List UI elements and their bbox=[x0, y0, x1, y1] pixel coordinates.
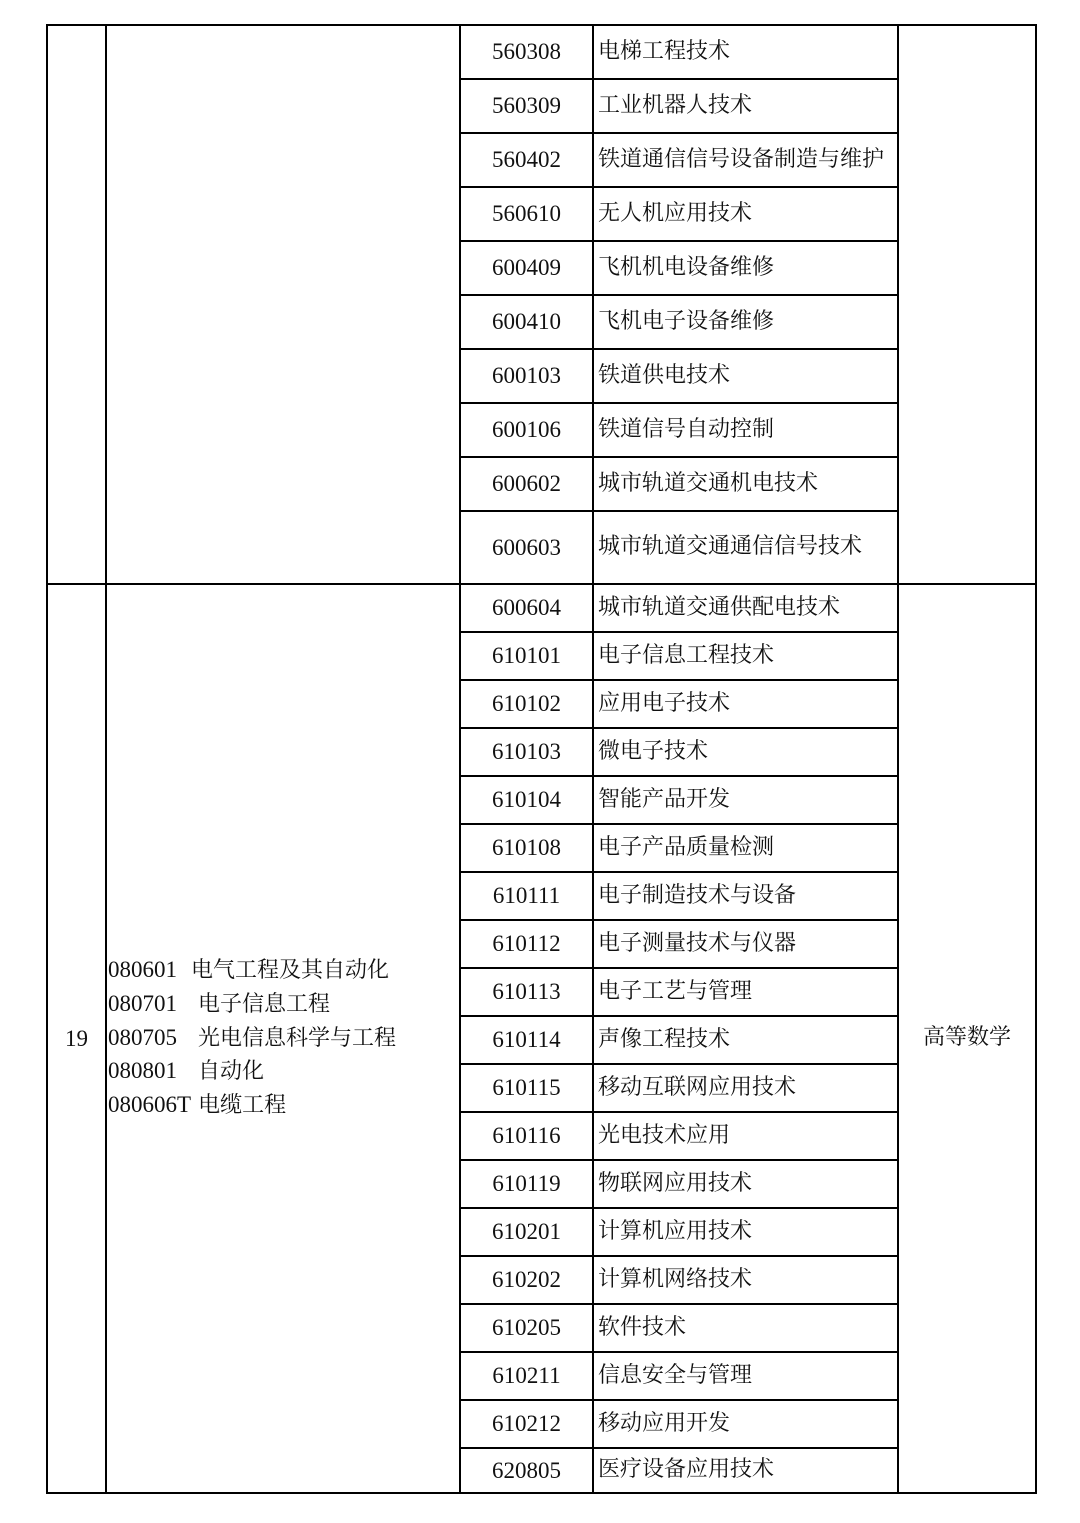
vocational-code: 560308 bbox=[460, 25, 593, 79]
subject-cell bbox=[898, 25, 1036, 584]
vocational-name: 城市轨道交通通信信号技术 bbox=[593, 511, 898, 584]
vocational-code: 610119 bbox=[460, 1160, 593, 1208]
vocational-code: 600410 bbox=[460, 295, 593, 349]
vocational-name: 城市轨道交通供配电技术 bbox=[593, 584, 898, 632]
vocational-code: 610102 bbox=[460, 680, 593, 728]
vocational-name: 电子产品质量检测 bbox=[593, 824, 898, 872]
undergrad-major-name: 电气工程及其自动化 bbox=[191, 958, 390, 984]
vocational-code: 610111 bbox=[460, 872, 593, 920]
vocational-name: 声像工程技术 bbox=[593, 1016, 898, 1064]
undergrad-major-code: 080705 bbox=[108, 1024, 177, 1050]
vocational-name: 电子信息工程技术 bbox=[593, 632, 898, 680]
number-cell bbox=[47, 25, 106, 584]
vocational-name: 移动互联网应用技术 bbox=[593, 1064, 898, 1112]
vocational-name: 光电技术应用 bbox=[593, 1112, 898, 1160]
vocational-code: 600409 bbox=[460, 241, 593, 295]
vocational-name: 飞机电子设备维修 bbox=[593, 295, 898, 349]
vocational-code: 620805 bbox=[460, 1448, 593, 1493]
vocational-name: 计算机网络技术 bbox=[593, 1256, 898, 1304]
vocational-code: 610108 bbox=[460, 824, 593, 872]
undergrad-major bbox=[108, 1022, 459, 1056]
vocational-name: 电子测量技术与仪器 bbox=[593, 920, 898, 968]
vocational-name: 电子工艺与管理 bbox=[593, 968, 898, 1016]
vocational-code: 610202 bbox=[460, 1256, 593, 1304]
undergrad-major-name: 光电信息科学与工程 bbox=[197, 1025, 396, 1051]
vocational-code: 610101 bbox=[460, 632, 593, 680]
vocational-name: 移动应用开发 bbox=[593, 1400, 898, 1448]
major-table bbox=[46, 24, 1037, 1494]
undergrad-major-code: 080601 bbox=[108, 957, 177, 983]
vocational-code: 560309 bbox=[460, 79, 593, 133]
vocational-name: 电子制造技术与设备 bbox=[593, 872, 898, 920]
vocational-name: 信息安全与管理 bbox=[593, 1352, 898, 1400]
vocational-name: 城市轨道交通机电技术 bbox=[593, 457, 898, 511]
vocational-code: 610201 bbox=[460, 1208, 593, 1256]
vocational-code: 610115 bbox=[460, 1064, 593, 1112]
undergrad-major-code: 080701 bbox=[108, 990, 177, 1016]
undergrad-major bbox=[108, 1055, 459, 1089]
vocational-code: 610103 bbox=[460, 728, 593, 776]
vocational-code: 610116 bbox=[460, 1112, 593, 1160]
vocational-code: 610114 bbox=[460, 1016, 593, 1064]
vocational-name: 医疗设备应用技术 bbox=[593, 1448, 898, 1493]
exam-subject: 高等数学 bbox=[898, 584, 1036, 1493]
undergrad-major bbox=[108, 1089, 459, 1123]
vocational-code: 610104 bbox=[460, 776, 593, 824]
vocational-code: 600603 bbox=[460, 511, 593, 584]
vocational-code: 560610 bbox=[460, 187, 593, 241]
vocational-name: 微电子技术 bbox=[593, 728, 898, 776]
vocational-code: 560402 bbox=[460, 133, 593, 187]
vocational-name: 应用电子技术 bbox=[593, 680, 898, 728]
vocational-name: 电梯工程技术 bbox=[593, 25, 898, 79]
vocational-name: 铁道通信信号设备制造与维护 bbox=[593, 133, 898, 187]
undergrad-majors-cell bbox=[106, 25, 460, 584]
vocational-name: 物联网应用技术 bbox=[593, 1160, 898, 1208]
vocational-name: 铁道供电技术 bbox=[593, 349, 898, 403]
undergrad-major-name: 电子信息工程 bbox=[197, 991, 330, 1017]
undergrad-major-name: 电缆工程 bbox=[198, 1093, 287, 1119]
vocational-code: 610212 bbox=[460, 1400, 593, 1448]
vocational-name: 无人机应用技术 bbox=[593, 187, 898, 241]
vocational-code: 610112 bbox=[460, 920, 593, 968]
vocational-code: 610113 bbox=[460, 968, 593, 1016]
vocational-name: 智能产品开发 bbox=[593, 776, 898, 824]
vocational-name: 软件技术 bbox=[593, 1304, 898, 1352]
vocational-code: 610211 bbox=[460, 1352, 593, 1400]
table-row bbox=[47, 25, 1036, 79]
undergrad-major-name: 自动化 bbox=[197, 1059, 264, 1085]
vocational-name: 飞机机电设备维修 bbox=[593, 241, 898, 295]
vocational-code: 610205 bbox=[460, 1304, 593, 1352]
vocational-code: 600103 bbox=[460, 349, 593, 403]
undergrad-major-code: 080801 bbox=[108, 1058, 177, 1084]
table-row bbox=[47, 584, 1036, 632]
undergrad-major bbox=[108, 954, 459, 988]
undergrad-major bbox=[108, 988, 459, 1022]
vocational-code: 600106 bbox=[460, 403, 593, 457]
row-number: 19 bbox=[47, 584, 106, 1493]
vocational-name: 计算机应用技术 bbox=[593, 1208, 898, 1256]
vocational-code: 600602 bbox=[460, 457, 593, 511]
vocational-code: 600604 bbox=[460, 584, 593, 632]
vocational-name: 工业机器人技术 bbox=[593, 79, 898, 133]
undergrad-majors-cell bbox=[106, 584, 460, 1493]
vocational-name: 铁道信号自动控制 bbox=[593, 403, 898, 457]
undergrad-major-code: 080606T bbox=[108, 1092, 192, 1118]
